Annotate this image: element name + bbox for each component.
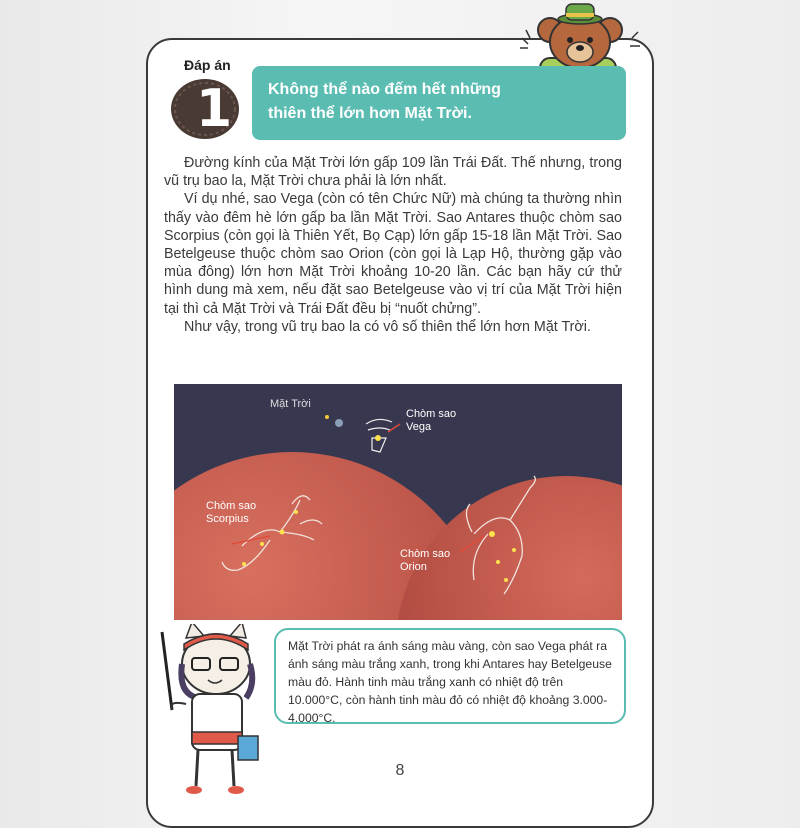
note-box: Mặt Trời phát ra ánh sáng màu vàng, còn sao Vega phát ra ánh sáng màu trắng xanh, trong khi Antares hay Betelgeuse màu đỏ. Hành tinh màu trắng xanh có nhiệt độ trên 10.000°C, còn hành tinh màu đỏ có nhiệt độ khoảng 3.000-4.000°C.	[274, 628, 626, 724]
vega-label-line-1: Chòm sao	[406, 408, 457, 420]
answer-label: Đáp án	[184, 57, 231, 73]
scorpius-label	[206, 500, 256, 526]
page-number: 8	[395, 762, 405, 779]
answer-headline	[252, 66, 626, 140]
answer-number: 1	[196, 79, 233, 139]
scorpius-label-line-1: Chòm sao	[206, 500, 257, 512]
paragraph-2: Ví dụ nhé, sao Vega (còn có tên Chức Nữ) mà chúng ta thường nhìn thấy vào đêm hè lớn gấp ba lần Mặt Trời. Sao Antares thuộc chòm sao Scorpius (còn gọi là Thiên Yết, Bọ Cạp) lớn gấp 15-18 lần Mặt Trời. Sao Betelgeuse thuộc chòm sao Orion (còn gọi là Lạp Hộ, thường gặp vào mùa đông) lớn hơn Mặt Trời khoảng 10-20 lần. Các bạn hãy cứ thử hình dung mà xem, nếu đặt sao Betelgeuse vào vị trí của Mặt Trời hiện tại thì cả Mặt Trời và Trái Đất đều bị “nuốt chửng”.	[164, 191, 622, 317]
paragraph-1: Đường kính của Mặt Trời lớn gấp 109 lần Trái Đất. Thế nhưng, trong vũ trụ bao la, Mặt Trời chưa phải là lớn nhất.	[164, 155, 622, 190]
body-text	[164, 154, 622, 336]
scorpius-label-line-2: Scorpius	[206, 513, 249, 525]
headline-line-1: Không thể nào đếm hết những	[268, 81, 501, 98]
orion-label-line-2: Orion	[400, 561, 427, 573]
cat-teacher-mascot-illustration	[158, 624, 282, 796]
vega-label-line-2: Vega	[406, 421, 432, 433]
sun-label: Mặt Trời	[270, 398, 311, 410]
planet-dot	[335, 419, 343, 427]
vega-label	[406, 408, 456, 434]
paragraph-3: Như vậy, trong vũ trụ bao la có vô số thiên thể lớn hơn Mặt Trời.	[184, 318, 591, 335]
sun-dot	[325, 415, 329, 419]
orion-label-line-1: Chòm sao	[400, 548, 451, 560]
orion-label	[400, 548, 450, 574]
vega-star	[375, 435, 381, 441]
star-size-illustration	[174, 384, 622, 620]
headline-line-2: thiên thể lớn hơn Mặt Trời.	[268, 105, 472, 122]
